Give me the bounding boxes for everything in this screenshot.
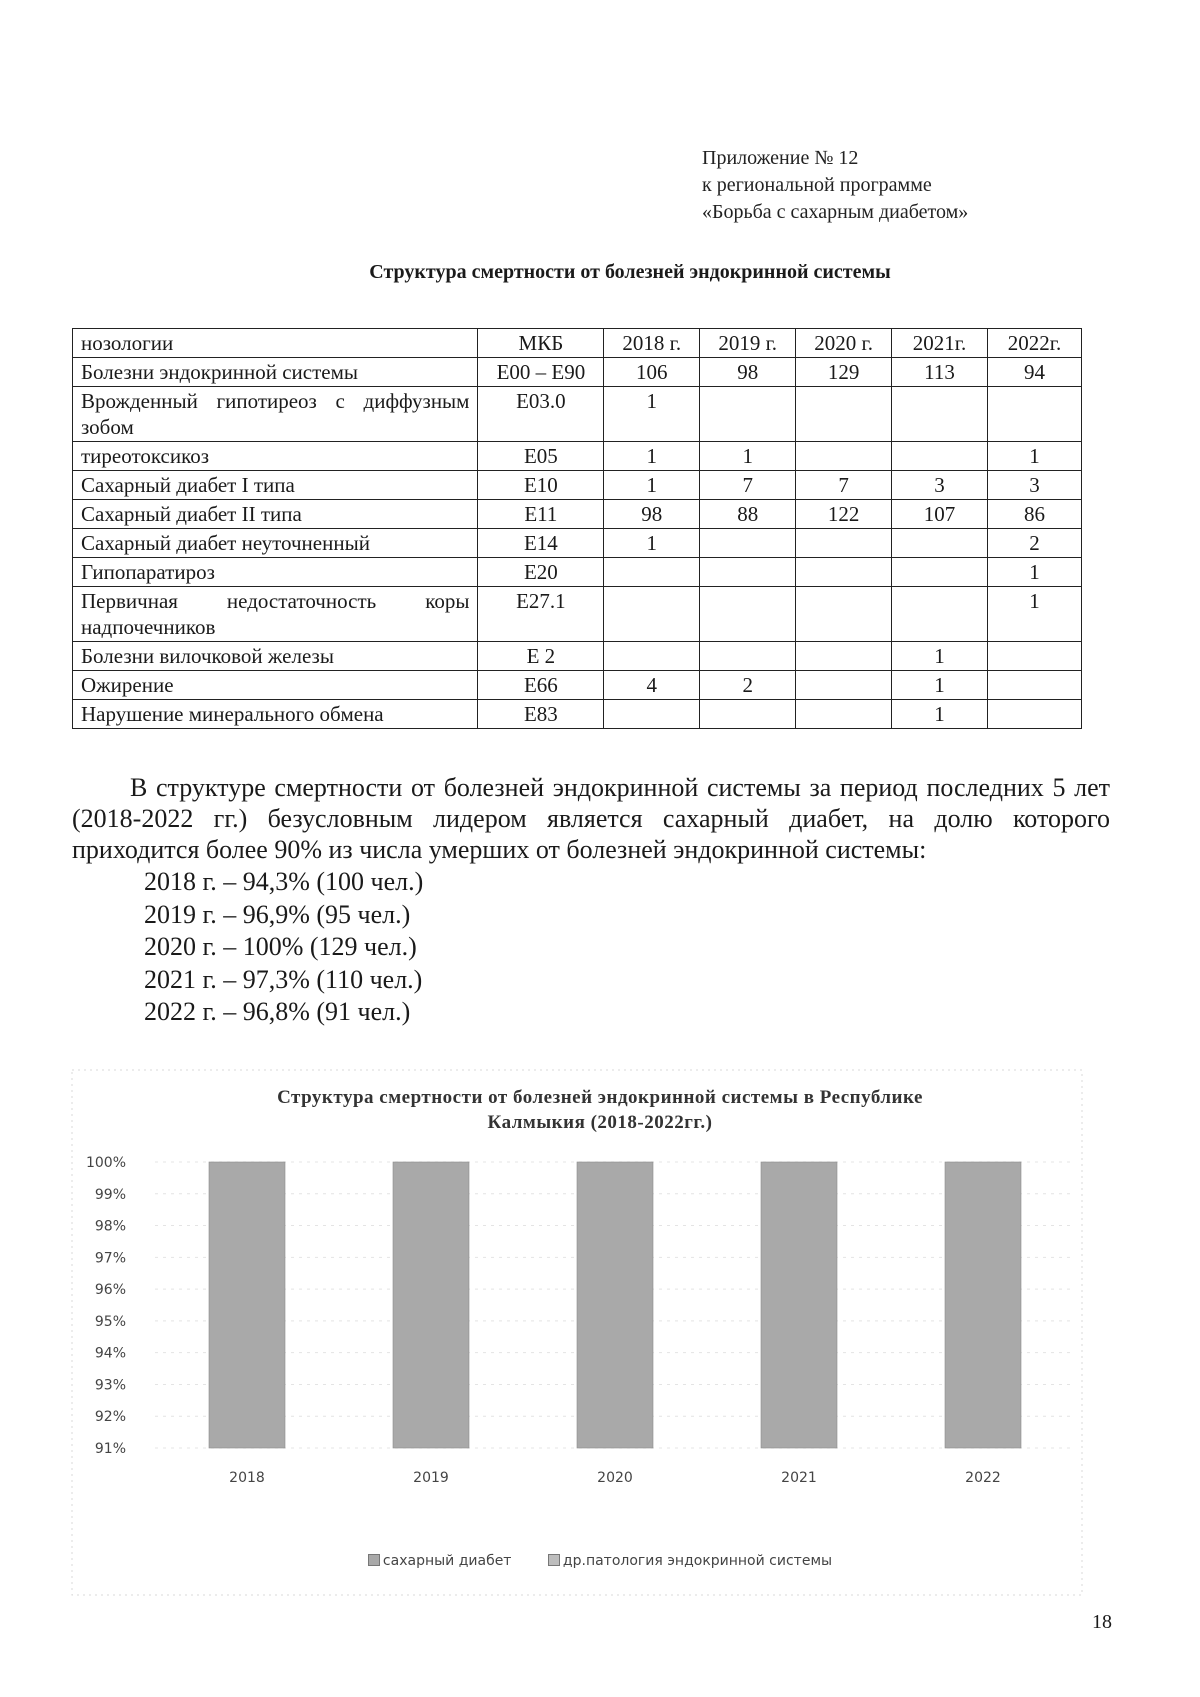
value-cell: 98: [604, 500, 700, 529]
list-item: 2022 г. – 96,8% (91 чел.): [144, 997, 411, 1026]
bar-diabetes: [209, 1162, 285, 1448]
header-cell: 2020 г.: [796, 329, 892, 358]
y-tick-label: 94%: [94, 1345, 126, 1362]
value-cell: Е27.1: [478, 587, 604, 642]
nosology-cell: Врожденный гипотиреоз с диффузным зобом: [73, 387, 478, 442]
value-cell: 1: [604, 529, 700, 558]
value-cell: 1: [987, 442, 1081, 471]
appendix-program-name: «Борьба с сахарным диабетом»: [702, 201, 969, 223]
nosology-cell: Болезни эндокринной системы: [73, 358, 478, 387]
nosology-cell: Сахарный диабет II типа: [73, 500, 478, 529]
value-cell: 1: [700, 442, 796, 471]
value-cell: 113: [892, 358, 988, 387]
value-cell: Е83: [478, 700, 604, 729]
header-cell: 2021г.: [892, 329, 988, 358]
legend-swatch-diabetes: [368, 1554, 380, 1566]
y-tick-label: 95%: [94, 1313, 126, 1330]
nosology-cell: Первичная недостаточность коры надпочечников: [73, 587, 478, 642]
y-tick-label: 98%: [94, 1218, 126, 1235]
legend-label-diabetes: сахарный диабет: [382, 1553, 512, 1569]
value-cell: 1: [604, 442, 700, 471]
value-cell: 129: [796, 358, 892, 387]
header-cell: 2018 г.: [604, 329, 700, 358]
value-cell: Е11: [478, 500, 604, 529]
bar-diabetes: [945, 1162, 1021, 1448]
value-cell: Е00 – Е90: [478, 358, 604, 387]
chart-title-line2: Калмыкия (2018-2022гг.): [487, 1112, 713, 1133]
y-tick-label: 92%: [94, 1409, 126, 1426]
header-cell: 2019 г.: [700, 329, 796, 358]
value-cell: Е14: [478, 529, 604, 558]
value-cell: 1: [987, 558, 1081, 587]
nosology-cell: Гипопаратироз: [73, 558, 478, 587]
y-tick-label: 96%: [94, 1282, 126, 1299]
x-tick-label: 2022: [965, 1470, 1001, 1486]
value-cell: Е05: [478, 442, 604, 471]
bar-diabetes: [577, 1162, 653, 1448]
value-cell: 7: [796, 471, 892, 500]
legend-item-other: [548, 1553, 832, 1569]
y-tick-label: 91%: [94, 1441, 126, 1457]
value-cell: Е66: [478, 671, 604, 700]
list-item: 2020 г. – 100% (129 чел.): [144, 932, 417, 961]
y-tick-label: 99%: [94, 1186, 126, 1203]
y-tick-label: 100%: [85, 1155, 126, 1171]
nosology-cell: Сахарный диабет неуточненный: [73, 529, 478, 558]
legend-label-other: др.патология эндокринной системы: [562, 1553, 833, 1569]
value-cell: 3: [987, 471, 1081, 500]
value-cell: 1: [604, 387, 700, 442]
appendix-program-ref: к региональной программе: [702, 174, 932, 196]
value-cell: 2: [700, 671, 796, 700]
x-tick-label: 2021: [781, 1470, 817, 1486]
list-item: 2021 г. – 97,3% (110 чел.): [144, 964, 423, 994]
header-cell: МКБ: [478, 329, 604, 358]
x-tick-label: 2019: [413, 1470, 449, 1486]
list-item: 2018 г. – 94,3% (100 чел.): [144, 867, 424, 896]
nosology-cell: Ожирение: [73, 671, 478, 700]
value-cell: 1: [604, 471, 700, 500]
nosology-cell: тиреотоксикоз: [73, 442, 478, 471]
value-cell: 7: [700, 471, 796, 500]
value-cell: 98: [700, 358, 796, 387]
nosology-cell: Сахарный диабет I типа: [73, 471, 478, 500]
value-cell: 1: [892, 671, 988, 700]
value-cell: 3: [892, 471, 988, 500]
value-cell: 1: [892, 642, 988, 671]
page-number: 18: [1092, 1611, 1112, 1633]
value-cell: 122: [796, 500, 892, 529]
value-cell: Е03.0: [478, 387, 604, 442]
appendix-number: Приложение № 12: [702, 147, 859, 169]
bar-diabetes: [393, 1162, 469, 1448]
document-title: Структура смертности от болезней эндокринной системы: [369, 261, 891, 283]
value-cell: 106: [604, 358, 700, 387]
chart-title-line1: Структура смертности от болезней эндокринной системы в Республике: [277, 1087, 923, 1108]
summary-paragraph: В структуре смертности от болезней эндокринной системы за период последних 5 лет (2018-2022 гг.) безусловным лидером является сахарный диабет, на долю которого приходится более 90% из числа умерших от болезней эндокринной системы:: [72, 773, 1110, 864]
legend-item-diabetes: [368, 1553, 512, 1569]
x-tick-label: 2020: [597, 1470, 633, 1486]
x-tick-label: 2018: [229, 1470, 265, 1486]
bar-diabetes: [761, 1162, 837, 1448]
chart-legend: [0, 1553, 1200, 1569]
value-cell: Е 2: [478, 642, 604, 671]
value-cell: 107: [892, 500, 988, 529]
list-item: 2019 г. – 96,9% (95 чел.): [144, 899, 411, 929]
value-cell: 94: [987, 358, 1081, 387]
nosology-cell: Нарушение минерального обмена: [73, 700, 478, 729]
nosology-cell: Болезни вилочковой железы: [73, 642, 478, 671]
value-cell: 88: [700, 500, 796, 529]
header-cell: нозологии: [73, 329, 478, 358]
value-cell: 2: [987, 529, 1081, 558]
value-cell: 1: [987, 587, 1081, 642]
y-tick-label: 97%: [94, 1250, 126, 1267]
value-cell: Е20: [478, 558, 604, 587]
legend-swatch-other: [548, 1554, 560, 1566]
value-cell: 86: [987, 500, 1081, 529]
value-cell: 4: [604, 671, 700, 700]
value-cell: Е10: [478, 471, 604, 500]
value-cell: 1: [892, 700, 988, 729]
header-cell: 2022г.: [987, 329, 1081, 358]
y-tick-label: 93%: [94, 1377, 126, 1394]
